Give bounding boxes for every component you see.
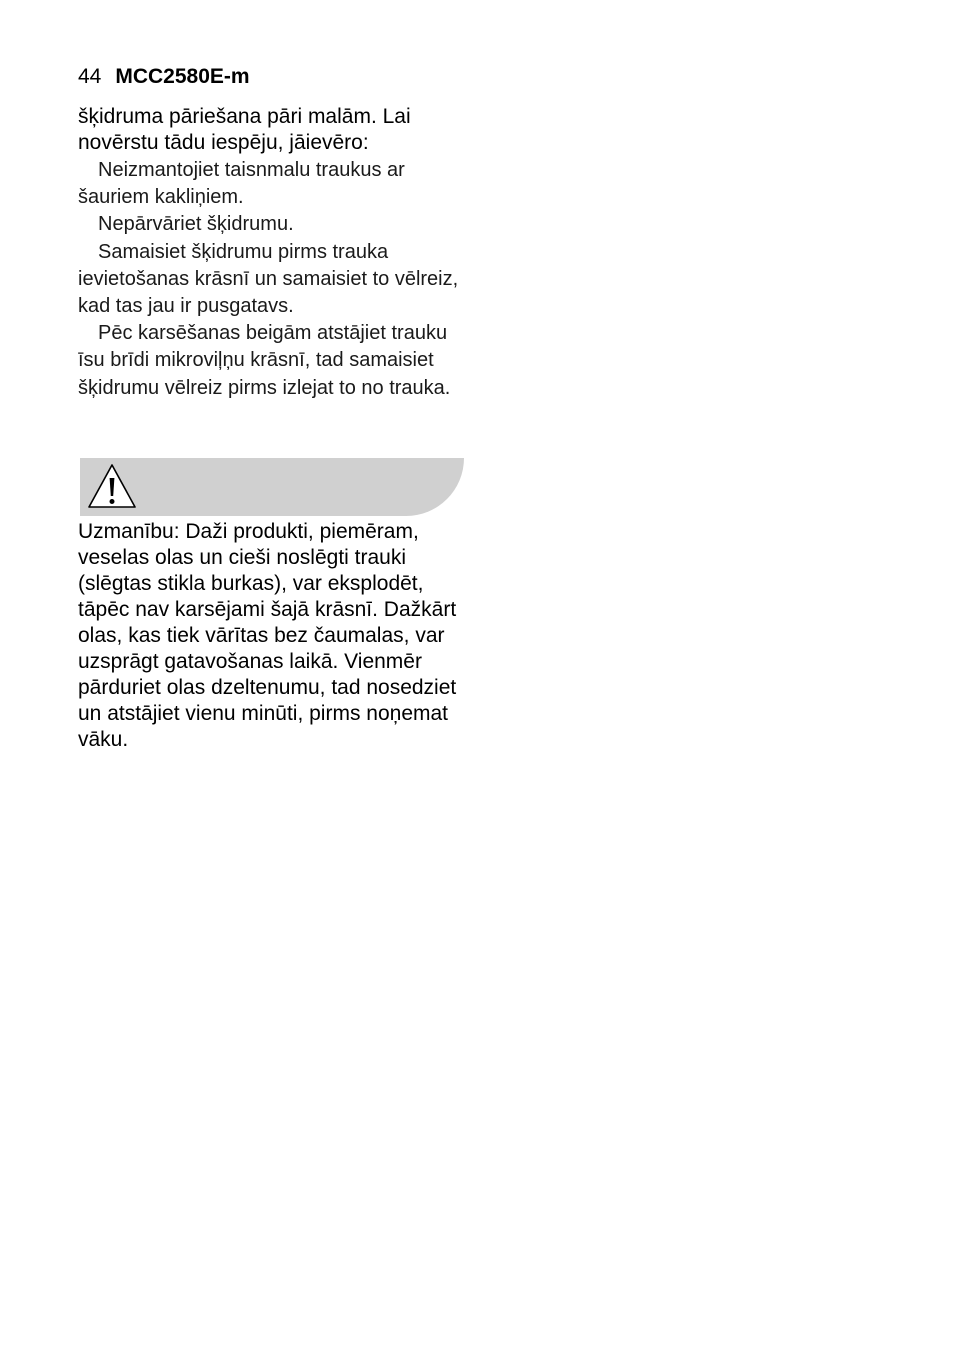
list-item: Nepārvāriet šķidrumu.	[98, 213, 294, 236]
list-item: Neizmantojiet taisnmalu traukus ar šauriem kakliņiem.	[78, 159, 405, 209]
intro-paragraph: šķidruma pāriešana pāri malām. Lai novērstu tādu iespēju, jāievēro:	[78, 105, 411, 154]
model-name: MCC2580E-m	[115, 65, 250, 88]
precaution-list	[78, 157, 468, 402]
page-header	[78, 64, 250, 90]
list-item: Pēc karsēšanas beigām atstājiet trauku īsu brīdi mikroviļņu krāsnī, tad samaisiet šķidrumu vēlreiz pirms izlejat to no trauka.	[78, 322, 451, 399]
list-item: Samaisiet šķidrumu pirms trauka ievietošanas krāsnī un samaisiet to vēlreiz, kad tas jau ir pusgatavs.	[78, 240, 459, 318]
page-number: 44	[78, 65, 102, 88]
warning-paragraph: Uzmanību: Daži produkti, piemēram, veselas olas un cieši noslēgti trauki (slēgtas stikla burkas), var eksplodēt, tāpēc nav karsējami šajā krāsnī. Dažkārt olas, kas tiek vārītas bez čaumalas, var uzsprāgt gatavošanas laikā. Vienmēr pārduriet olas dzeltenumu, tad nosedziet un atstājiet vienu minūti, pirms noņemat vāku.	[78, 520, 457, 751]
warning-triangle-icon	[86, 462, 138, 510]
warning-banner	[80, 458, 464, 516]
